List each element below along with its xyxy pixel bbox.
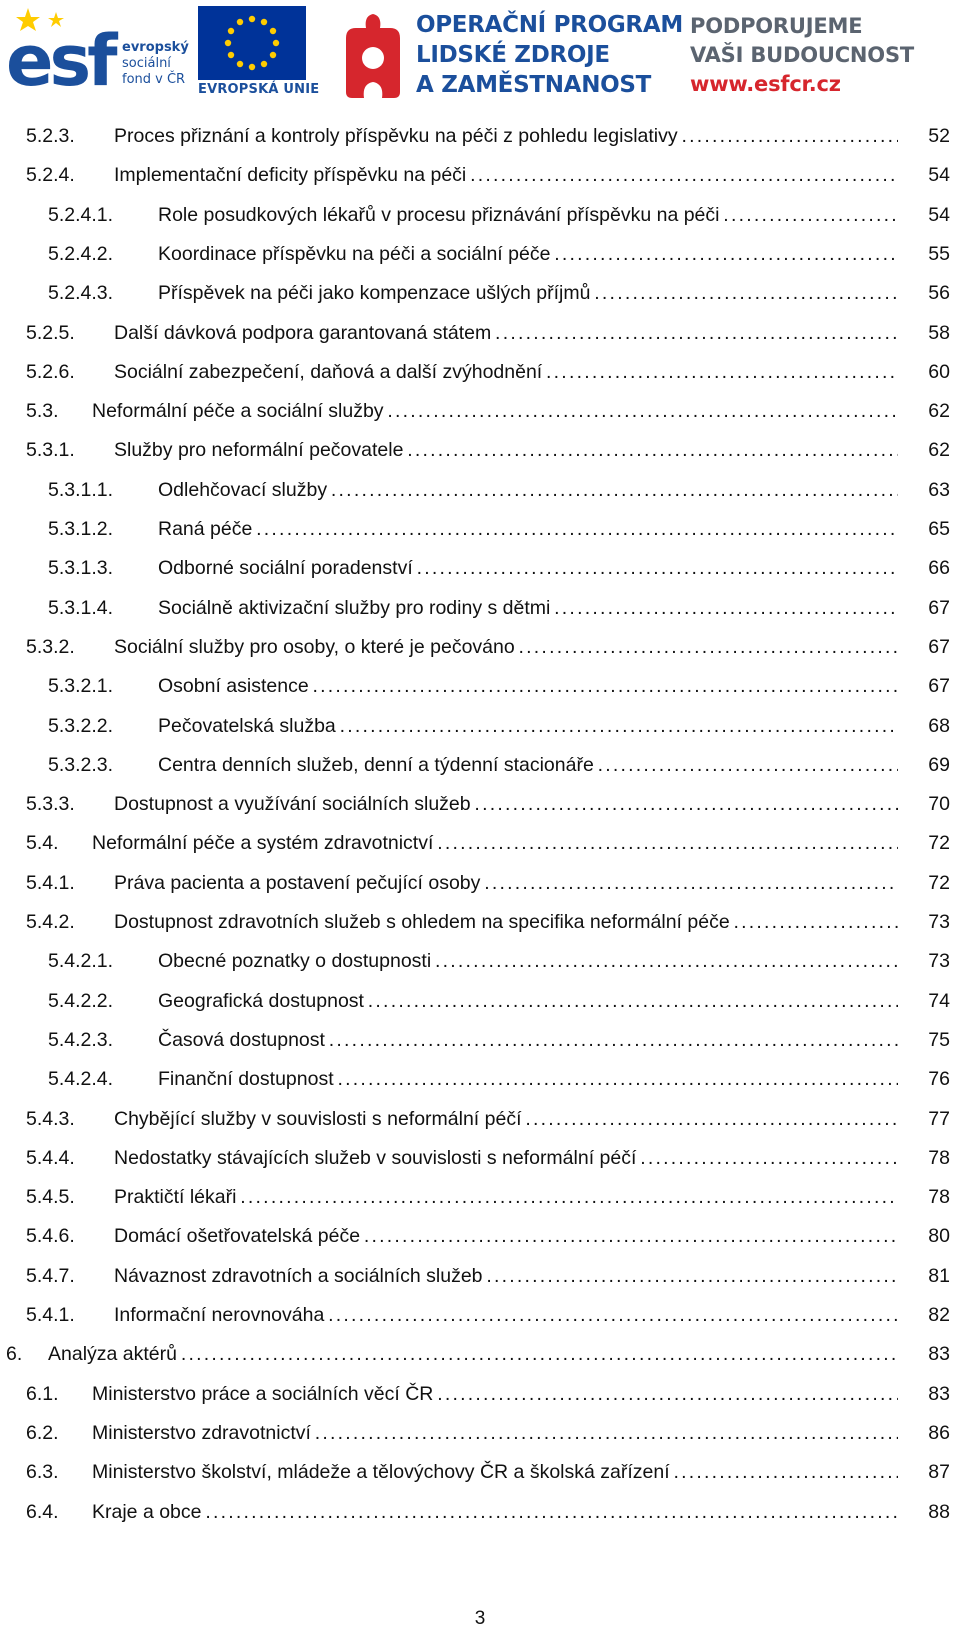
toc-entry-number: 5.2.6. [26, 360, 75, 383]
toc-entry-page: 77 [928, 1107, 950, 1130]
toc-entry[interactable] [0, 238, 960, 270]
toc-entry-page: 62 [928, 439, 950, 462]
toc-entry-number: 5.3.3. [26, 793, 75, 816]
slogan-line1: PODPORUJEME [690, 14, 863, 38]
toc-entry-title: Sociální zabezpečení, daňová a další zvýhodnění . . . [114, 356, 898, 388]
toc-entry-number: 6.2. [26, 1421, 59, 1444]
toc-entry-page: 56 [928, 282, 950, 305]
toc-entry-number: 5.2.4. [26, 164, 75, 187]
toc-entry-title: Implementační deficity příspěvku na péči . . . [114, 159, 898, 191]
toc-entry-page: 55 [928, 242, 950, 265]
toc-entry-page: 83 [928, 1343, 950, 1366]
toc-entry-page: 78 [928, 1146, 950, 1169]
toc-entry-title: Návaznost zdravotních a sociálních služeb . . . [114, 1260, 898, 1292]
toc-entry[interactable] [0, 788, 960, 820]
toc-entry[interactable] [0, 1338, 960, 1370]
toc-entry-title: Finanční dostupnost . . . [158, 1063, 898, 1095]
toc-entry-title: Domácí ošetřovatelská péče . . . [114, 1220, 898, 1252]
toc-entry-title: Obecné poznatky o dostupnosti . . . [158, 945, 898, 977]
toc-entry[interactable] [0, 120, 960, 152]
esf-line2: sociální [122, 56, 171, 71]
eu-label: EVROPSKÁ UNIE [198, 82, 320, 97]
toc-entry-title: Dostupnost zdravotních služeb s ohledem na specifika neformální péče . . . [114, 906, 898, 938]
toc-entry-page: 82 [928, 1304, 950, 1326]
toc-entry[interactable] [0, 1378, 960, 1410]
toc-entry[interactable] [0, 985, 960, 1017]
toc-entry-title: Osobní asistence . . . [158, 670, 898, 702]
toc-entry-number: 5.4.2.2. [48, 989, 114, 1012]
toc-entry[interactable] [0, 1220, 960, 1252]
toc-entry-page: 72 [928, 832, 950, 855]
toc-entry-title: Odlehčovací služby . . . [158, 474, 898, 506]
toc-entry-page: 86 [928, 1421, 950, 1444]
esf-letters: esf [6, 20, 114, 102]
toc-entry-page: 75 [928, 1028, 950, 1051]
toc-entry-page: 63 [928, 478, 950, 501]
toc-entry[interactable] [0, 710, 960, 742]
toc-entry[interactable] [0, 277, 960, 309]
toc-entry-page: 67 [928, 596, 950, 619]
toc-entry-page: 65 [928, 518, 950, 540]
toc-entry-number: 5.2.4.1. [48, 203, 114, 226]
toc-entry-number: 5.2.4.2. [48, 242, 114, 265]
toc-entry-title: Dostupnost a využívání sociálních služeb . . . [114, 788, 898, 820]
programme-name [416, 10, 683, 100]
toc-entry-title: Kraje a obce . . . [92, 1496, 898, 1528]
toc-entry-title: Sociálně aktivizační služby pro rodiny s dětmi . . . [158, 592, 898, 624]
toc-entry-title: Příspěvek na péči jako kompenzace ušlých příjmů . . . [158, 277, 898, 309]
toc-entry-title: Proces přiznání a kontroly příspěvku na péči z pohledu legislativy . . . [114, 120, 898, 152]
page-number: 3 [474, 1608, 486, 1629]
toc-entry-page: 81 [928, 1264, 950, 1287]
toc-entry-number: 6.1. [26, 1382, 59, 1405]
toc-entry-page: 60 [928, 360, 950, 383]
esf-logo [6, 6, 189, 102]
toc-entry-title: Geografická dostupnost . . . [158, 985, 898, 1017]
toc-entry-title: Role posudkových lékařů v procesu přiznávání příspěvku na péči . . . [158, 199, 898, 231]
toc-entry-title: Služby pro neformální pečovatele . . . [114, 434, 898, 466]
toc-entry-page: 76 [928, 1068, 950, 1091]
toc-entry-number: 6.3. [26, 1461, 59, 1484]
toc-entry-title: Chybějící služby v souvislosti s neformální péčí . . . [114, 1103, 898, 1135]
toc-entry[interactable] [0, 1181, 960, 1213]
toc-entry-number: 5.4.1. [26, 1304, 75, 1326]
toc-entry[interactable] [0, 199, 960, 231]
toc-entry-page: 74 [928, 989, 950, 1012]
toc-entry[interactable] [0, 1063, 960, 1095]
toc-entry[interactable] [0, 317, 960, 349]
header-banner [0, 0, 960, 108]
toc-entry-page: 67 [928, 635, 950, 658]
slogan [690, 12, 914, 99]
toc-entry-number: 5.3.1. [26, 439, 75, 462]
toc-entry[interactable] [0, 1103, 960, 1135]
toc-entry-title: Ministerstvo práce a sociálních věcí ČR . . . [92, 1378, 898, 1410]
programme-line1: OPERAČNÍ PROGRAM [416, 12, 683, 38]
toc-entry-number: 5.3.1.4. [48, 596, 114, 619]
toc-entry[interactable] [0, 434, 960, 466]
toc-entry-number: 5.3.2.1. [48, 675, 114, 698]
toc-entry-page: 54 [928, 164, 950, 187]
toc-entry-number: 5.4.2.4. [48, 1068, 114, 1091]
toc-entry-page: 62 [928, 400, 950, 423]
esf-line1: evropský [122, 40, 189, 55]
toc-entry[interactable] [0, 395, 960, 427]
toc-entry-number: 5.3.2.3. [48, 753, 114, 776]
toc-entry-number: 5.4.1. [26, 871, 75, 894]
toc-entry-page: 52 [928, 125, 950, 147]
toc-entry[interactable] [0, 356, 960, 388]
toc-entry-page: 67 [928, 675, 950, 698]
toc-entry-page: 66 [928, 557, 950, 580]
toc-entry-title: Práva pacienta a postavení pečující osoby . . . [114, 867, 898, 899]
toc-entry[interactable] [0, 827, 960, 859]
toc-entry-title: Praktičtí lékaři . . . [114, 1181, 898, 1213]
toc-entry-title: Nedostatky stávajících služeb v souvislosti s neformální péčí . . . [114, 1142, 898, 1174]
toc-entry-title: Časová dostupnost . . . [158, 1024, 898, 1056]
toc-entry[interactable] [0, 474, 960, 506]
toc-entry-title: Koordinace příspěvku na péči a sociální péče . . . [158, 238, 898, 270]
toc-entry-number: 5.4.2.3. [48, 1028, 114, 1051]
toc-entry-number: 5.3.2.2. [48, 714, 114, 737]
toc-entry-page: 72 [928, 871, 950, 894]
slogan-line2: VAŠI BUDOUCNOST [690, 43, 915, 67]
op-puzzle-icon [338, 8, 408, 100]
toc-entry-page: 87 [928, 1461, 950, 1484]
toc-entry[interactable] [0, 552, 960, 584]
toc-entry[interactable] [0, 749, 960, 781]
toc-entry-title: Ministerstvo školství, mládeže a tělovýchovy ČR a školská zařízení . . . [92, 1456, 898, 1488]
toc-entry[interactable] [0, 670, 960, 702]
eu-flag-icon [198, 6, 306, 80]
toc-entry[interactable] [0, 1260, 960, 1292]
toc-entry-page: 70 [928, 793, 950, 816]
toc-entry[interactable] [0, 867, 960, 899]
toc-entry-number: 5.3.1.3. [48, 557, 114, 580]
toc-entry[interactable] [0, 159, 960, 191]
programme-line2: LIDSKÉ ZDROJE [416, 42, 610, 68]
toc-entry[interactable] [0, 513, 960, 545]
toc-entry-number: 6. [6, 1343, 23, 1366]
toc-entry-number: 5.2.4.3. [48, 282, 114, 305]
programme-line3: A ZAMĚSTNANOST [416, 72, 652, 98]
toc-entry[interactable] [0, 1024, 960, 1056]
toc-entry-page: 78 [928, 1186, 950, 1209]
toc-entry-number: 5.4.3. [26, 1107, 75, 1130]
toc-entry[interactable] [0, 945, 960, 977]
toc-entry-page: 68 [928, 714, 950, 737]
toc-entry-title: Pečovatelská služba . . . [158, 710, 898, 742]
toc-entry[interactable] [0, 1299, 960, 1331]
toc-entry-title: Neformální péče a systém zdravotnictví . . . [92, 827, 898, 859]
toc-entry-number: 5.2.3. [26, 125, 75, 147]
toc-entry-title: Ministerstvo zdravotnictví . . . [92, 1417, 898, 1449]
toc-entry-title: Informační nerovnováha . . . [114, 1299, 898, 1331]
toc-entry-page: 58 [928, 321, 950, 344]
toc-entry-title: Centra denních služeb, denní a týdenní stacionáře . . . [158, 749, 898, 781]
toc-entry-number: 5.4.4. [26, 1146, 75, 1169]
toc-entry-number: 5.4.6. [26, 1225, 75, 1248]
toc-entry[interactable] [0, 906, 960, 938]
toc-entry-page: 83 [928, 1382, 950, 1405]
toc-entry-title: Analýza aktérů . . . [48, 1338, 898, 1370]
toc-entry-number: 5.4. [26, 832, 59, 855]
toc-entry-number: 5.3. [26, 400, 59, 423]
toc-entry-title: Raná péče . . . [158, 513, 898, 545]
toc-entry[interactable] [0, 1142, 960, 1174]
toc-entry-title: Další dávková podpora garantovaná státem . . . [114, 317, 898, 349]
toc-entry-title: Sociální služby pro osoby, o které je pečováno . . . [114, 631, 898, 663]
toc-entry-number: 5.3.2. [26, 635, 75, 658]
esf-line3: fond v ČR [122, 72, 186, 87]
toc-entry-page: 88 [928, 1500, 950, 1523]
toc-entry-page: 69 [928, 753, 950, 776]
toc-entry[interactable] [0, 1496, 960, 1528]
esf-subtitle [122, 40, 189, 88]
toc-entry-page: 54 [928, 203, 950, 226]
toc-entry-number: 5.3.1.1. [48, 478, 114, 501]
toc-entry-number: 6.4. [26, 1500, 59, 1523]
toc-entry[interactable] [0, 592, 960, 624]
toc-entry-number: 5.4.7. [26, 1264, 75, 1287]
toc-entry[interactable] [0, 1417, 960, 1449]
toc-entry-title: Neformální péče a sociální služby . . . [92, 395, 898, 427]
toc-entry[interactable] [0, 631, 960, 663]
toc-entry[interactable] [0, 1456, 960, 1488]
website-link[interactable]: www.esfcr.cz [690, 72, 841, 96]
toc-entry-title: Odborné sociální poradenství . . . [158, 552, 898, 584]
toc-entry-page: 73 [928, 950, 950, 973]
toc-entry-number: 5.4.2.1. [48, 950, 114, 973]
toc-entry-number: 5.2.5. [26, 321, 75, 344]
toc-entry-page: 80 [928, 1225, 950, 1248]
toc-entry-number: 5.3.1.2. [48, 518, 114, 540]
toc-entry-page: 73 [928, 911, 950, 933]
toc-entry-number: 5.4.2. [26, 911, 75, 933]
toc-entry-number: 5.4.5. [26, 1186, 75, 1209]
